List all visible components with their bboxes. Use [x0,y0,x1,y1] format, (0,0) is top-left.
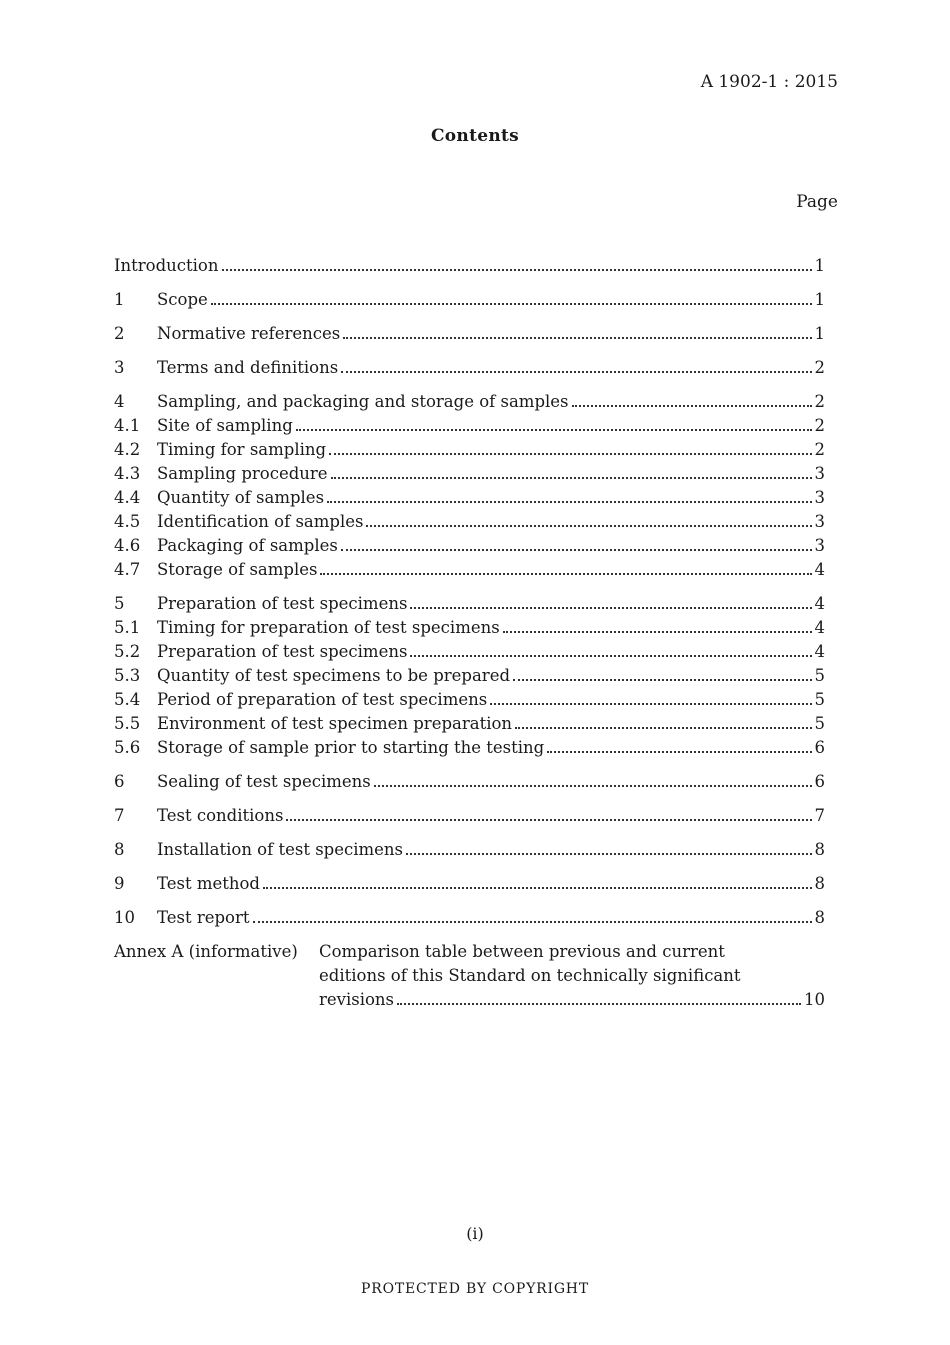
toc-entry[interactable] [114,838,825,862]
toc-entry-title: Terms and definitions [157,358,339,377]
toc-entry-page-number: 2 [814,392,825,411]
toc-entry[interactable] [114,712,825,736]
toc-entry-title: Preparation of test specimens [157,642,408,661]
toc-entry-page-number: 8 [814,840,825,859]
toc-entry[interactable] [114,558,825,582]
dot-leader [410,607,811,609]
toc-entry-title: Identification of samples [157,512,364,531]
toc-entry-page-number: 5 [814,666,825,685]
toc-entry[interactable] [114,390,825,414]
toc-entry-number: 5.1 [114,618,141,637]
dot-leader [327,501,811,503]
toc-entry-page-number: 6 [814,772,825,791]
toc-entry[interactable] [114,438,825,462]
toc-annex-entry[interactable] [114,940,825,1012]
toc-entry[interactable] [114,486,825,510]
annex-title-line: Comparison table between previous and current [319,942,725,961]
toc-entry-number: 4 [114,392,125,411]
dot-leader [513,679,811,681]
toc-entry[interactable] [114,770,825,794]
toc-entry-number: 8 [114,840,125,859]
toc-entry-title: Test method [157,874,260,893]
toc-entry-number: 7 [114,806,125,825]
toc-entry[interactable] [114,872,825,896]
dot-leader [329,453,811,455]
toc-entry-number: 4.3 [114,464,141,483]
toc-entry-title: Quantity of test specimens to be prepared [157,666,511,685]
toc-entry-page-number: 8 [814,874,825,893]
standard-code: A 1902-1 : 2015 [700,72,838,92]
toc-entry[interactable] [114,736,825,760]
dot-leader [296,429,812,431]
toc-entry-title: Normative references [157,324,341,343]
toc-entry[interactable] [114,462,825,486]
toc-entry-title: Sealing of test specimens [157,772,371,791]
toc-entry-title: Environment of test specimen preparation [157,714,513,733]
toc-entry[interactable] [114,356,825,380]
toc-entry-page-number: 4 [814,618,825,637]
toc-entry-page-number: 4 [814,642,825,661]
toc-entry-page-number: 4 [814,594,825,613]
toc-entry-page-number: 2 [814,358,825,377]
toc-entry-title: Preparation of test specimens [157,594,408,613]
toc-entry-page-number: 2 [814,416,825,435]
toc-entry[interactable] [114,254,825,278]
toc-entry-title: Introduction [114,256,219,275]
dot-leader [503,631,812,633]
toc-entry[interactable] [114,414,825,438]
toc-entry[interactable] [114,288,825,312]
toc-entry-page-number: 1 [814,256,825,275]
dot-leader [331,477,812,479]
dot-leader [547,751,811,753]
toc-entry-number: 5.2 [114,642,141,661]
toc-entry-number: 4.4 [114,488,141,507]
toc-entry-number: 3 [114,358,125,377]
toc-entry[interactable] [114,640,825,664]
toc-entry-number: 5.4 [114,690,141,709]
annex-title-line: editions of this Standard on technically significant [319,966,741,985]
toc-entry[interactable] [114,534,825,558]
dot-leader [263,887,812,889]
toc-entry-title: Storage of samples [157,560,318,579]
toc-entry-page-number: 3 [814,512,825,531]
toc-entry-number: 6 [114,772,125,791]
toc-entry-title: Scope [157,290,208,309]
toc-entry-page-number: 1 [814,324,825,343]
toc-entry-page-number: 3 [814,536,825,555]
toc-entry-number: 2 [114,324,125,343]
toc-entry[interactable] [114,688,825,712]
toc-entry-title: Site of sampling [157,416,293,435]
toc-entry-number: 9 [114,874,125,893]
toc-entry-title: Quantity of samples [157,488,325,507]
toc-entry-page-number: 5 [814,690,825,709]
toc-entry-title: Timing for preparation of test specimens [157,618,500,637]
dot-leader [341,549,812,551]
toc-entry-page-number: 2 [814,440,825,459]
annex-label: Annex A (informative) [114,942,298,961]
toc-entry-title: Test conditions [157,806,284,825]
dot-leader [406,853,811,855]
toc-entry-page-number: 5 [814,714,825,733]
copyright-notice: PROTECTED BY COPYRIGHT [361,1281,589,1297]
toc-entry-title: Sampling, and packaging and storage of samples [157,392,569,411]
toc-entry-number: 1 [114,290,125,309]
toc-entry-number: 4.7 [114,560,141,579]
toc-entry-title: Period of preparation of test specimens [157,690,488,709]
toc-entry-number: 5 [114,594,125,613]
toc-entry[interactable] [114,906,825,930]
dot-leader [410,655,811,657]
toc-entry-page-number: 3 [814,488,825,507]
dot-leader [253,921,812,923]
toc-entry-page-number: 4 [814,560,825,579]
page-folio: (i) [466,1224,484,1243]
dot-leader [320,573,811,575]
dot-leader [366,525,811,527]
dot-leader [515,727,811,729]
toc-entry[interactable] [114,804,825,828]
toc-entry-number: 5.6 [114,738,141,757]
dot-leader [374,785,812,787]
toc-entry-number: 4.5 [114,512,141,531]
toc-entry-page-number: 1 [814,290,825,309]
page-column-label: Page [796,192,838,212]
annex-page-number: 10 [804,990,825,1009]
toc-entry[interactable] [114,322,825,346]
dot-leader [343,337,811,339]
annex-title-line: revisions [319,990,395,1009]
dot-leader [211,303,812,305]
dot-leader [222,269,812,271]
dot-leader [397,1003,801,1005]
toc-entry-number: 4.2 [114,440,141,459]
dot-leader [572,405,812,407]
toc-entry[interactable] [114,616,825,640]
toc-entry-page-number: 7 [814,806,825,825]
toc-entry-title: Timing for sampling [157,440,327,459]
toc-entry[interactable] [114,664,825,688]
dot-leader [286,819,811,821]
toc-entry-number: 5.3 [114,666,141,685]
toc-entry-number: 5.5 [114,714,141,733]
toc-entry-number: 10 [114,908,135,927]
toc-entry-title: Packaging of samples [157,536,338,555]
contents-title: Contents [430,126,520,146]
dot-leader [490,703,811,705]
toc-entry-number: 4.1 [114,416,141,435]
toc-entry[interactable] [114,592,825,616]
toc-entry[interactable] [114,510,825,534]
toc-entry-page-number: 6 [814,738,825,757]
toc-entry-page-number: 8 [814,908,825,927]
toc-entry-title: Sampling procedure [157,464,328,483]
dot-leader [341,371,811,373]
toc-entry-title: Installation of test specimens [157,840,404,859]
toc-entry-title: Test report [157,908,250,927]
toc-entry-page-number: 3 [814,464,825,483]
toc-entry-title: Storage of sample prior to starting the testing [157,738,545,757]
toc-entry-number: 4.6 [114,536,141,555]
table-of-contents [114,254,825,1012]
